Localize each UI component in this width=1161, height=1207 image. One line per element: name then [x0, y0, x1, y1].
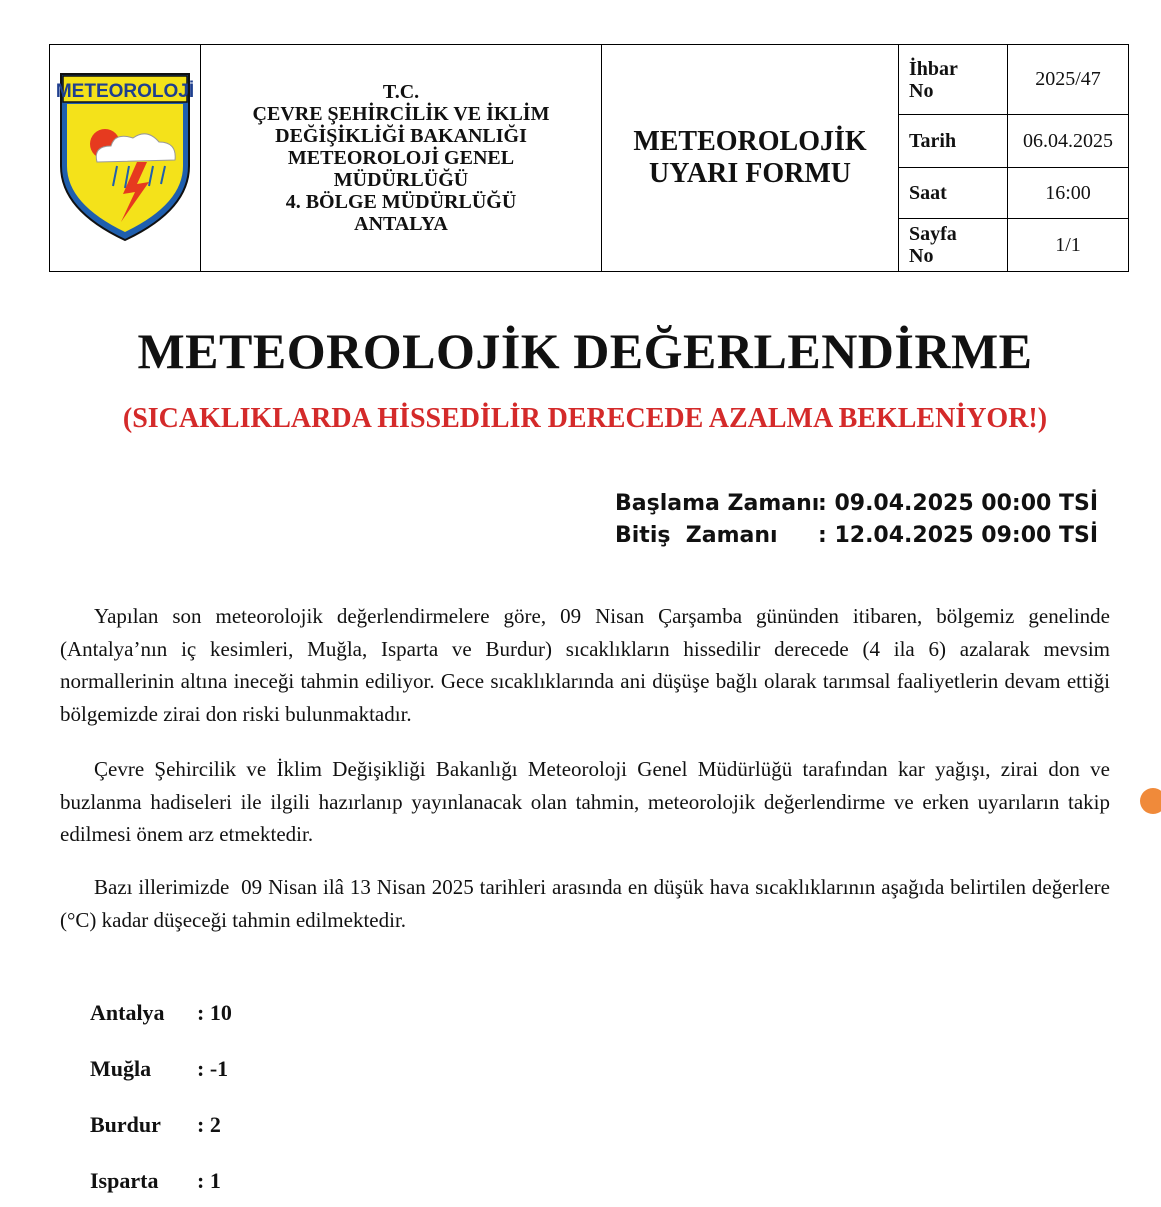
city-temp: : 1: [197, 1168, 221, 1193]
ihbar-no-label: [899, 45, 1008, 115]
end-time-value: : 12.04.2025 09:00 TSİ: [818, 523, 1099, 548]
start-time-row: [615, 488, 1098, 520]
org-line: ÇEVRE ŞEHİRCİLİK VE İKLİM: [252, 103, 550, 125]
end-time-label: Bitiş Zamanı: [615, 523, 778, 548]
paragraph-advisory: Çevre Şehircilik ve İklim Değişikliği Bakanlığı Meteoroloji Genel Müdürlüğü tarafından kar yağışı, zirai don ve buzlanma hadiseleri ile ilgili hazırlanıp yayınlanacak olan tahmin, meteorolojik değerlendirme ve erken uyarıların takip edilmesi önem arz etmektedir.: [60, 757, 1110, 846]
org-line: DEĞİŞİKLİĞİ BAKANLIĞI: [275, 125, 527, 147]
saat-value: 16:00: [1008, 168, 1129, 219]
form-title: [602, 45, 899, 272]
main-title: METEOROLOJİK DEĞERLENDİRME: [137, 323, 1033, 379]
city-temp: : 2: [197, 1112, 221, 1137]
city-row: [90, 1000, 232, 1026]
logo-text: METEOROLOJİ: [57, 80, 193, 102]
org-line: ANTALYA: [354, 213, 448, 235]
saat-label: [899, 168, 1008, 219]
label-line: No: [909, 245, 934, 267]
start-time-label: Başlama Zamanı: [615, 491, 820, 516]
header-table: [49, 44, 1129, 272]
label-line: No: [909, 79, 934, 102]
meteoroloji-logo: [57, 70, 193, 242]
sayfa-no-value: 1/1: [1008, 219, 1129, 272]
organization-block: [201, 45, 602, 272]
city-name: Isparta: [90, 1168, 159, 1193]
time-block: [615, 488, 1098, 552]
tarih-value: 06.04.2025: [1008, 115, 1129, 168]
city-temp: : -1: [197, 1056, 229, 1081]
floating-dot-button[interactable]: [1140, 788, 1161, 814]
city-row: [90, 1168, 221, 1194]
end-time-row: [615, 520, 1098, 552]
city-temp: : 10: [197, 1000, 232, 1025]
org-line: MÜDÜRLÜĞÜ: [333, 169, 469, 191]
logo-cell: [50, 45, 201, 272]
city-row: [90, 1112, 221, 1138]
warning-subtitle: (SICAKLIKLARDA HİSSEDİLİR DERECEDE AZALMA BEKLENİYOR!): [122, 403, 1048, 434]
paragraph-forecast: Yapılan son meteorolojik değerlendirmelere göre, 09 Nisan Çarşamba gününden itibaren, bölgemiz genelinde (Antalya’nın iç kesimleri, Muğla, Isparta ve Burdur) sıcaklıkların hissedilir derecede (4 ila 6) azalarak mevsim normallerinin altına ineceği tahmin ediliyor. Gece sıcaklıklarında ani düşüşe bağlı olarak tarımsal faaliyetlerin devam ettiği bölgemizde zirai don riski bulunmaktadır.: [60, 604, 1110, 726]
city-name: Antalya: [90, 1000, 165, 1025]
label-line: Tarih: [909, 130, 957, 152]
start-time-value: : 09.04.2025 00:00 TSİ: [818, 491, 1099, 516]
sayfa-no-label: [899, 219, 1008, 272]
tarih-label: [899, 115, 1008, 168]
label-line: İhbar: [909, 57, 958, 80]
org-line: 4. BÖLGE MÜDÜRLÜĞÜ: [285, 191, 517, 213]
form-title-line: UYARI FORMU: [649, 158, 851, 189]
form-title-line: METEOROLOJİK: [633, 126, 867, 157]
label-line: Sayfa: [909, 223, 957, 245]
org-line: METEOROLOJİ GENEL: [287, 147, 515, 169]
paragraph-min-temps: Bazı illerimizde 09 Nisan ilâ 13 Nisan 2025 tarihleri arasında en düşük hava sıcaklıklarının aşağıda belirtilen değerlere (°C) kadar düşeceği tahmin edilmektedir.: [60, 875, 1116, 932]
city-row: [90, 1056, 228, 1082]
city-name: Muğla: [90, 1056, 152, 1081]
label-line: Saat: [909, 182, 947, 204]
org-line: T.C.: [382, 81, 420, 103]
city-name: Burdur: [90, 1112, 161, 1137]
ihbar-no-value: 2025/47: [1008, 45, 1129, 115]
